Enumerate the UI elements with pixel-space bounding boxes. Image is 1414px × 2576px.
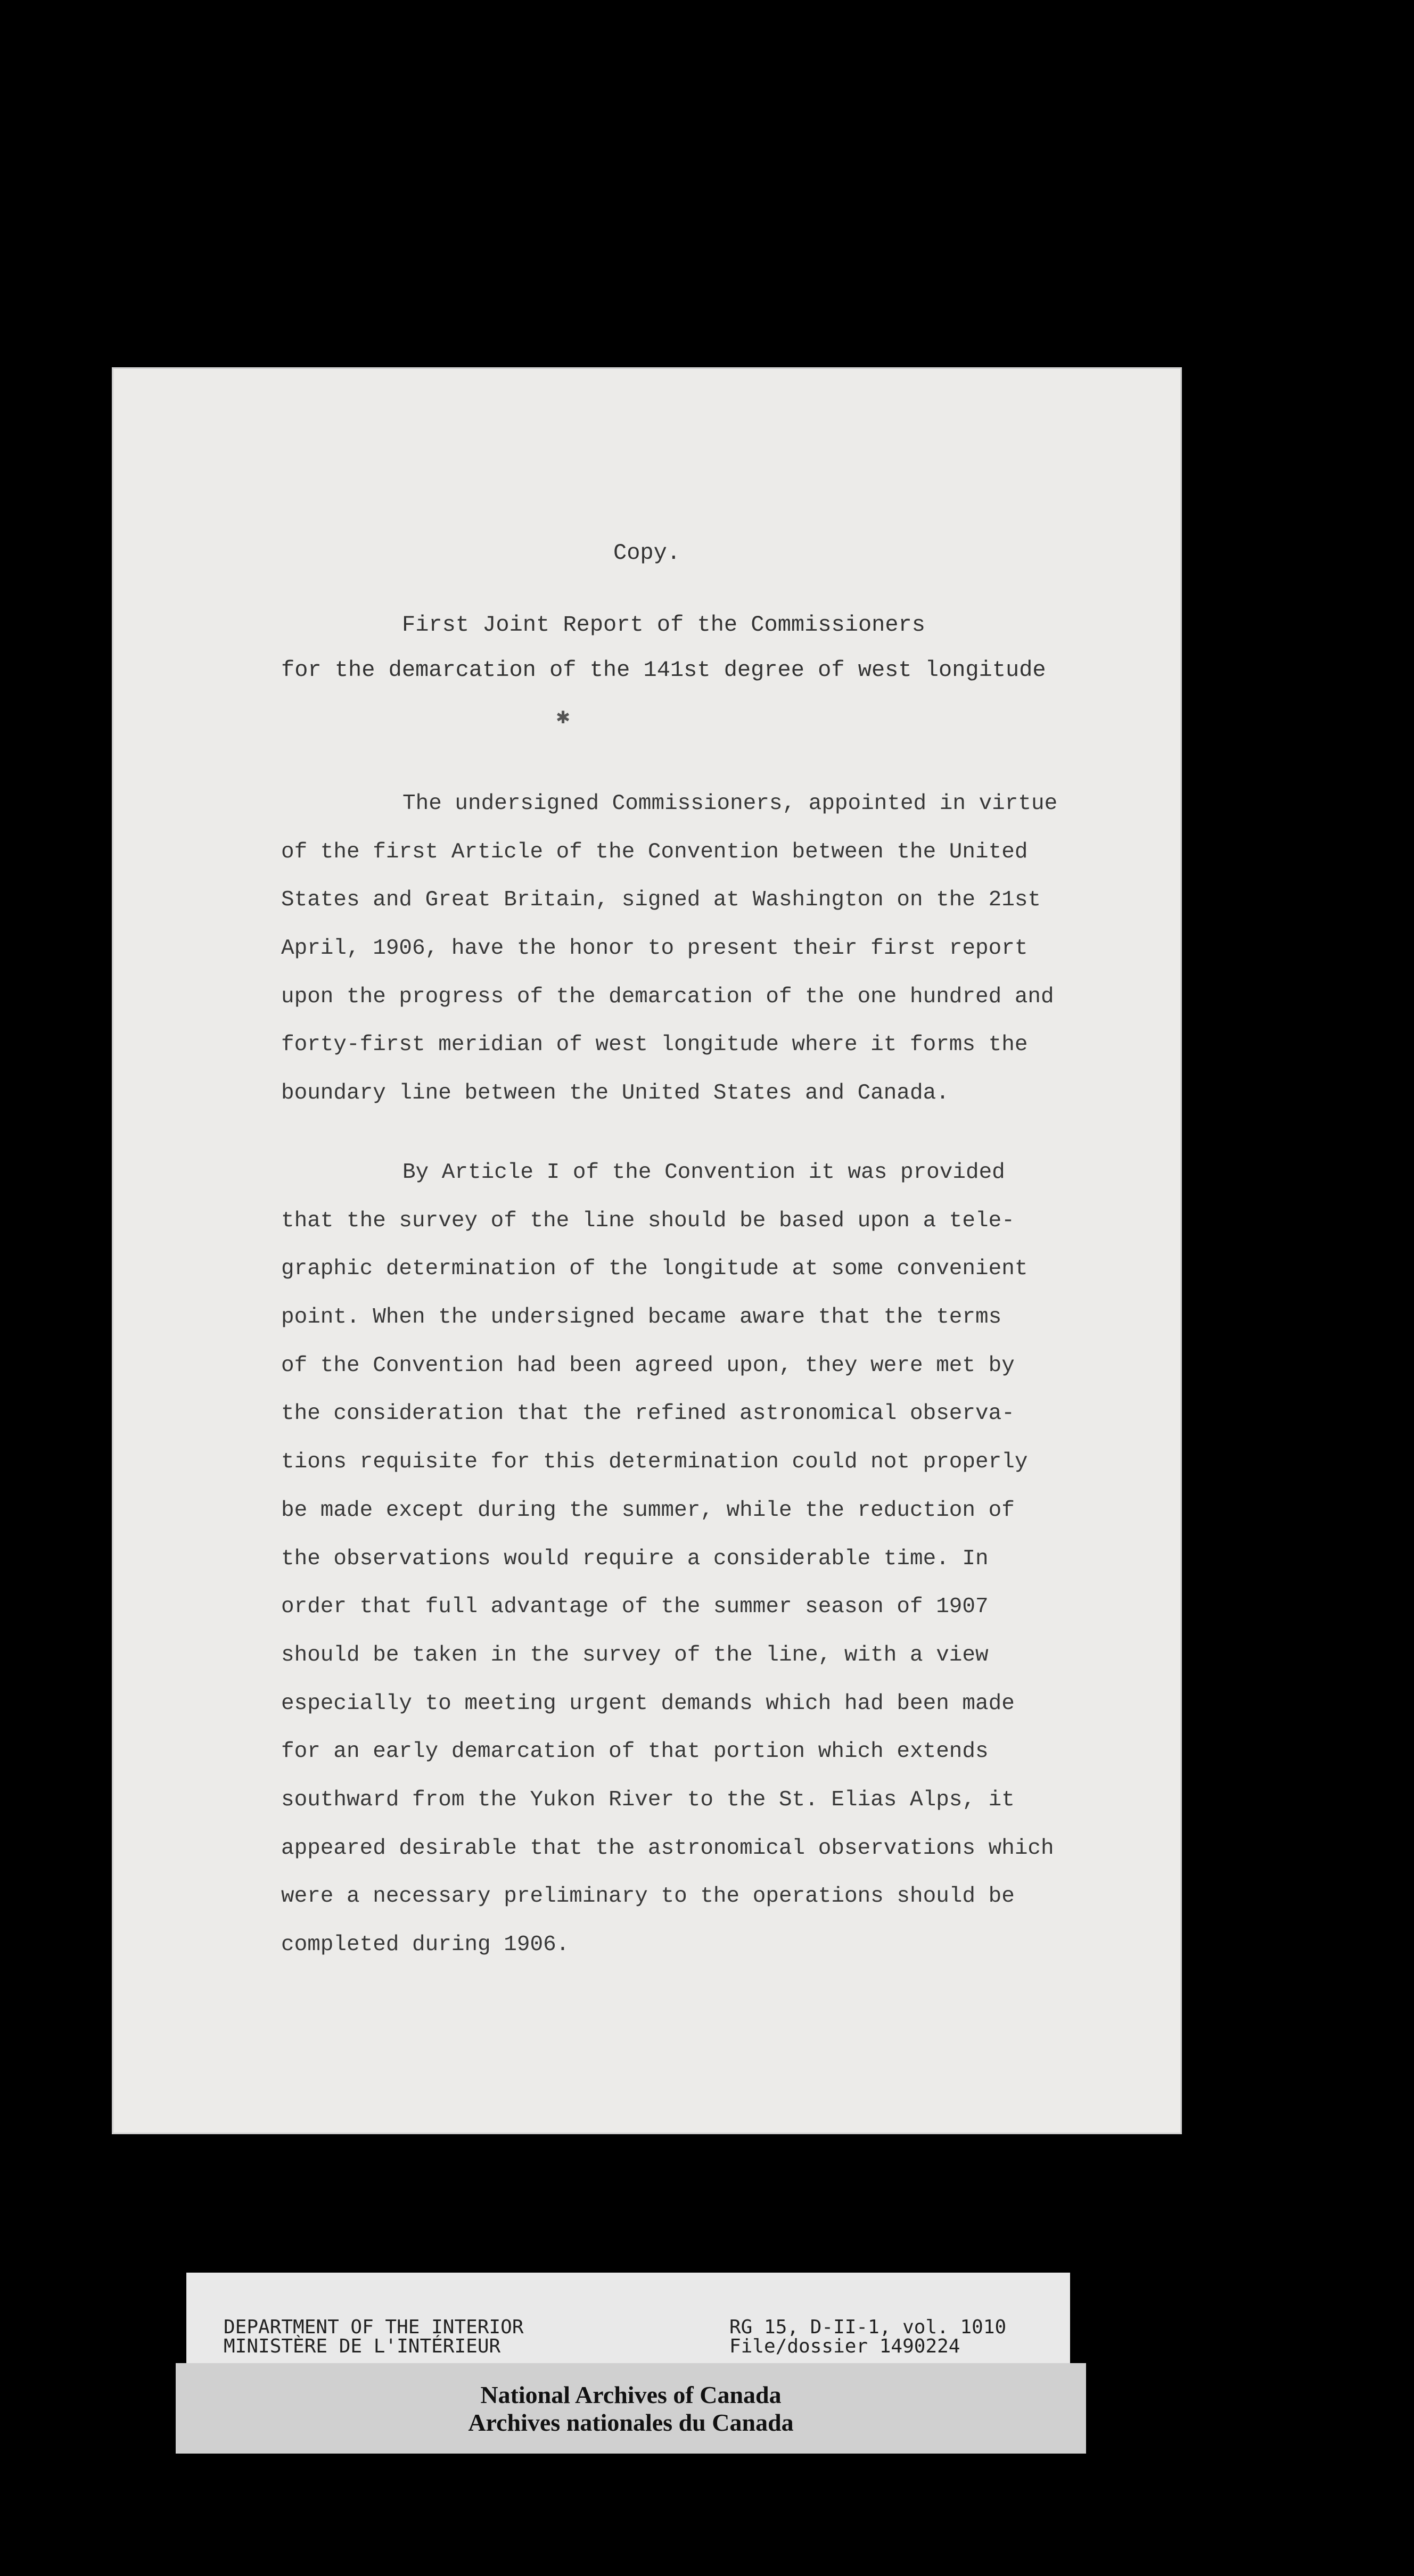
paragraph-line: April, 1906, have the honor to present their first report bbox=[281, 936, 1028, 961]
paragraph-line: for an early demarcation of that portion which extends bbox=[281, 1739, 989, 1764]
report-title-line-2: for the demarcation of the 141st degree of west longitude bbox=[281, 657, 1046, 683]
paragraph-line: of the first Article of the Convention between the United bbox=[281, 839, 1028, 864]
paragraph-1 bbox=[281, 780, 1186, 1118]
paragraph-line: of the Convention had been agreed upon, they were met by bbox=[281, 1353, 1015, 1378]
file-number: File/dossier 1490224 bbox=[729, 2335, 960, 2357]
paragraph-line: order that full advantage of the summer season of 1907 bbox=[281, 1595, 989, 1620]
paragraph-line: forty-first meridian of west longitude where it forms the bbox=[281, 1033, 1028, 1058]
paragraph-line: the observations would require a considerable time. In bbox=[281, 1546, 989, 1571]
paragraph-line: appeared desirable that the astronomical observations which bbox=[281, 1836, 1054, 1861]
paragraph-line: the consideration that the refined astronomical observa- bbox=[281, 1401, 1015, 1426]
paragraph-line: especially to meeting urgent demands which had been made bbox=[281, 1691, 1015, 1716]
report-title-line-1: First Joint Report of the Commissioners bbox=[402, 612, 925, 638]
archive-name-en: National Archives of Canada bbox=[480, 2381, 782, 2408]
paragraph-line: tions requisite for this determination could not properly bbox=[281, 1450, 1028, 1475]
paragraph-line: The undersigned Commissioners, appointed in virtue bbox=[402, 791, 1058, 816]
reference-label bbox=[729, 2318, 1006, 2356]
paragraph-line: be made except during the summer, while the reduction of bbox=[281, 1498, 1015, 1523]
ink-mark-icon: ✱ bbox=[556, 705, 570, 730]
paragraph-2 bbox=[281, 1149, 1186, 1969]
archive-label-strip bbox=[186, 2273, 1070, 2368]
paragraph-line: upon the progress of the demarcation of the one hundred and bbox=[281, 984, 1054, 1009]
paragraph-line: States and Great Britain, signed at Washington on the 21st bbox=[281, 888, 1041, 913]
archive-name bbox=[176, 2381, 1086, 2437]
paragraph-line: completed during 1906. bbox=[281, 1933, 570, 1957]
paragraph-line: boundary line between the United States and Canada. bbox=[281, 1081, 949, 1106]
paragraph-line: graphic determination of the longitude at some convenient bbox=[281, 1257, 1028, 1282]
document-page bbox=[112, 367, 1182, 2134]
department-label bbox=[224, 2318, 524, 2356]
paragraph-line: should be taken in the survey of the line, with a view bbox=[281, 1642, 989, 1667]
paragraph-line: that the survey of the line should be based upon a tele- bbox=[281, 1208, 1015, 1233]
department-fr: MINISTÈRE DE L'INTÉRIEUR bbox=[224, 2335, 501, 2357]
copy-label: Copy. bbox=[613, 540, 681, 566]
paragraph-line: were a necessary preliminary to the operations should be bbox=[281, 1884, 1015, 1909]
paragraph-line: southward from the Yukon River to the St. Elias Alps, it bbox=[281, 1787, 1015, 1812]
reference-number: RG 15, D-II-1, vol. 1010 bbox=[729, 2316, 1007, 2338]
department-en: DEPARTMENT OF THE INTERIOR bbox=[224, 2316, 524, 2338]
archive-name-strip bbox=[176, 2363, 1086, 2454]
archive-name-fr: Archives nationales du Canada bbox=[468, 2409, 794, 2436]
paragraph-line: By Article I of the Convention it was provided bbox=[402, 1160, 1005, 1185]
paragraph-line: point. When the undersigned became aware that the terms bbox=[281, 1305, 1002, 1330]
